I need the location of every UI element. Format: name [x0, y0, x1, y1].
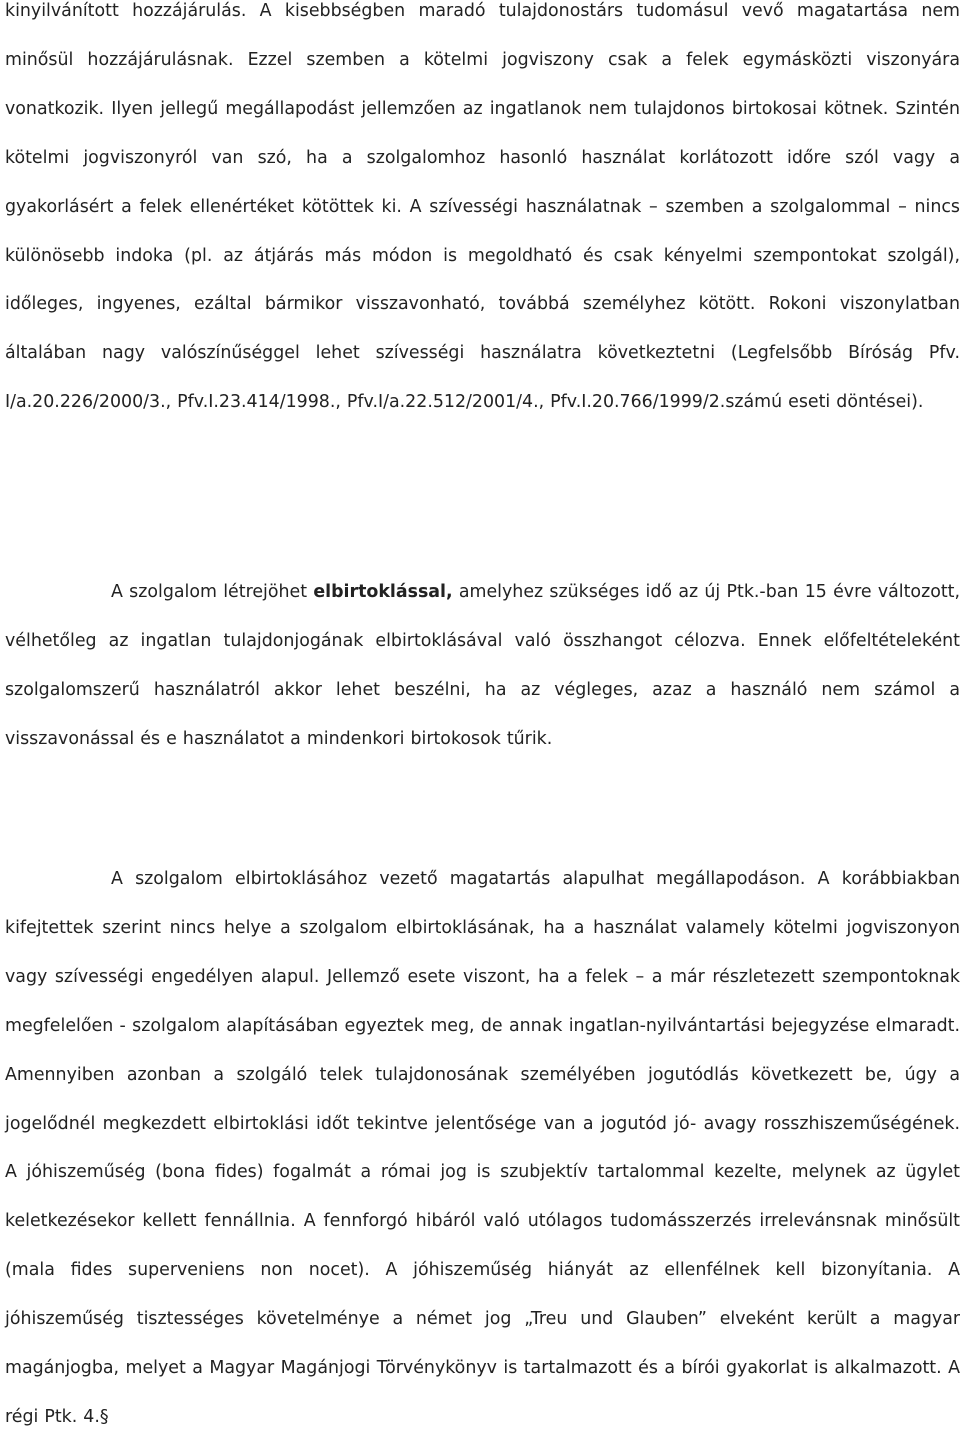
paragraph-2-bold-term: elbirtoklással,: [313, 582, 453, 602]
paragraph-servitude-prescription: [5, 568, 960, 764]
paragraph-servitude-good-faith: A szolgalom elbirtoklásához vezető magatartás alapulhat megállapodáson. A korábbiakban kifejtettek szerint nincs helye a szolgalom elbirtoklásának, ha a használat valamely kötelmi jogviszonyon vagy szívességi engedélyen alapul. Jellemző esete viszont, ha a felek – a már részletezett szempontoknak megfelelően - szolgalom alapításában egyeztek meg, de annak ingatlan-nyilvántartási bejegyzése elmaradt. Amennyiben azonban a szolgáló telek tulajdonosának személyében jogutódlás következett be, úgy a jogelődnél megkezdett elbirtoklási időt tekintve jelentősége van a jogutód jó- avagy rosszhiszeműségének. A jóhiszeműség (bona fides) fogalmát a római jog is szubjektív tartalommal kezelte, melynek az ügylet keletkezésekor kellett fennállnia. A fennforgó hibáról való utólagos tudomásszerzés irrelevánsnak minősült (mala fides superveniens non nocet). A jóhiszeműség hiányát az ellenfélnek kell bizonyítania. A jóhiszeműség tisztességes követelménye a német jog „Treu und Glauben” elveként került a magyar magánjogba, melyet a Magyar Magánjogi Törvénykönyv is tartalmazott és a bírói gyakorlat is alkalmazott. A régi Ptk. 4.§: [5, 869, 960, 1427]
paragraph-servitude-consent: kinyilvánított hozzájárulás. A kisebbségben maradó tulajdonostárs tudomásul vevő magatartása nem minősül hozzájárulásnak. Ezzel szemben a kötelmi jogviszony csak a felek egymásközti viszonyára vonatkozik. Ilyen jellegű megállapodást jellemzően az ingatlanok nem tulajdonos birtokosai kötnek. Szintén kötelmi jogviszonyról van szó, ha a szolgalomhoz hasonló használat korlátozott időre szól vagy a gyakorlásért a felek ellenértéket kötöttek ki. A szívességi használatnak – szemben a szolgalommal – nincs különösebb indoka (pl. az átjárás más módon is megoldható és csak kényelmi szempontokat szolgál), időleges, ingyenes, ezáltal bármikor visszavonható, továbbá személyhez kötött. Rokoni viszonylatban általában nagy valószínűséggel lehet szívességi használatra következtetni (Legfelsőbb Bíróság Pfv. I/a.20.226/2000/3., Pfv.I.23.414/1998., Pfv.I/a.22.512/2001/4., Pfv.I.20.766/1999/2.számú eseti döntései).: [5, 1, 960, 413]
paragraph-2-before: A szolgalom létrejöhet: [111, 582, 314, 602]
paragraph-2-after: amelyhez szükséges idő az új Ptk.-ban 15 évre változott, vélhetőleg az ingatlan tulajdonjogának elbirtoklásával való összhangot célozva. Ennek előfeltételeként szolgalomszerű használatról akkor lehet beszélni, ha az végleges, azaz a használó nem számol a visszavonással és e használatot a mindenkori birtokosok tűrik.: [5, 582, 960, 749]
